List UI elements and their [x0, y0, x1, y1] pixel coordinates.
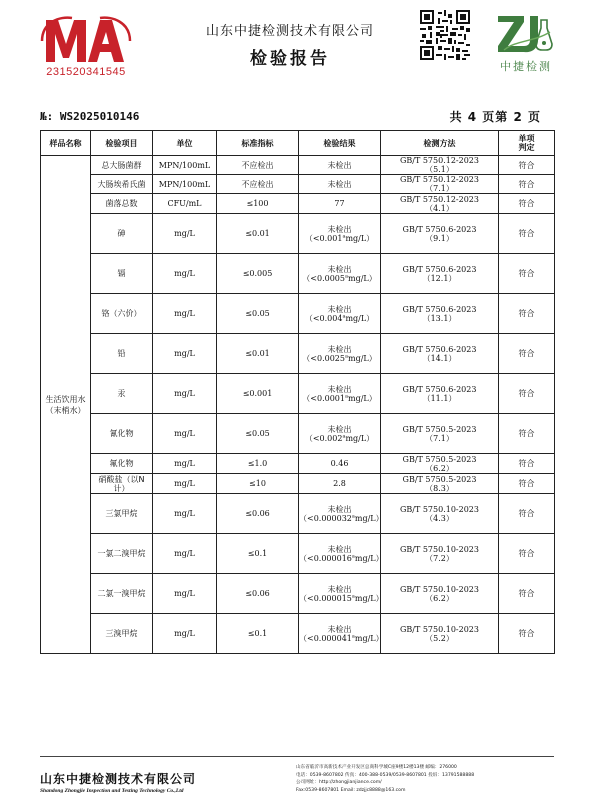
result-value: 未检出: [327, 624, 352, 634]
table-row: [41, 534, 555, 574]
footer-divider: [40, 756, 554, 757]
item-cell: 二氯一溴甲烷: [91, 574, 153, 614]
unit-cell: mg/L: [153, 614, 217, 654]
item-cell: 镉: [91, 254, 153, 294]
result-value: 未检出: [327, 224, 352, 234]
table-row: [41, 334, 555, 374]
limit-unit: mg/L）: [347, 393, 377, 403]
report-number: №: WS2025010146: [40, 110, 140, 123]
item-cell: 菌落总数: [91, 194, 153, 214]
cma-number: 231520341545: [46, 66, 126, 78]
col-item-header: 检验项目: [91, 131, 153, 156]
limit-value: （<0.000041: [299, 633, 352, 643]
limit-superscript: a: [345, 352, 348, 359]
limit-value: （<0.000016: [299, 553, 352, 563]
method-cell: GB/T 5750.10-2023 （5.2）: [381, 614, 499, 654]
result-value: 未检出: [327, 179, 352, 189]
result-detection-limit: [299, 434, 380, 443]
table-row: [41, 474, 555, 494]
item-cell: 三溴甲烷: [91, 614, 153, 654]
item-cell: 一氯二溴甲烷: [91, 534, 153, 574]
item-cell: 氰化物: [91, 414, 153, 454]
report-title: 检验报告: [250, 49, 330, 69]
method-cell: GB/T 5750.6-2023 （9.1）: [381, 214, 499, 254]
standard-cell: 不应检出: [217, 175, 299, 194]
result-value: 未检出: [327, 384, 352, 394]
unit-cell: mg/L: [153, 574, 217, 614]
judgement-cell: 符合: [499, 574, 555, 614]
results-table: [40, 130, 555, 654]
result-cell: [299, 254, 381, 294]
table-row: [41, 614, 555, 654]
item-cell: 铬（六价）: [91, 294, 153, 334]
judgement-cell: 符合: [499, 214, 555, 254]
standard-cell: ≤0.01: [217, 334, 299, 374]
limit-superscript: a: [351, 552, 355, 559]
method-cell: GB/T 5750.5-2023 （6.2）: [381, 454, 499, 474]
limit-value: （<0.004: [304, 313, 343, 323]
footer-address: 山东省临沂市高新技术产业开发区总商科学城C座9楼12楼13楼 邮编：276000: [296, 765, 457, 770]
standard-cell: ≤0.1: [217, 534, 299, 574]
result-detection-limit: [299, 354, 380, 363]
limit-value: （<0.002: [304, 433, 343, 443]
judgement-cell: 符合: [499, 454, 555, 474]
unit-cell: mg/L: [153, 214, 217, 254]
result-cell: [299, 294, 381, 334]
result-cell: [299, 374, 381, 414]
item-cell: 大肠埃希氏菌: [91, 175, 153, 194]
result-value: 0.46: [330, 459, 349, 468]
unit-cell: mg/L: [153, 494, 217, 534]
result-value: 未检出: [327, 304, 352, 314]
item-cell: 汞: [91, 374, 153, 414]
result-detection-limit: [299, 314, 380, 323]
judgement-cell: 符合: [499, 374, 555, 414]
judgement-cell: 符合: [499, 294, 555, 334]
standard-cell: ≤0.005: [217, 254, 299, 294]
result-cell: [299, 214, 381, 254]
col-result-header: 检验结果: [299, 131, 381, 156]
result-cell: [299, 614, 384, 654]
limit-value: （<0.0005: [302, 273, 345, 283]
result-value: 未检出: [327, 584, 352, 594]
table-header-row: [41, 131, 555, 156]
limit-value: （<0.0025: [302, 353, 345, 363]
standard-cell: ≤0.01: [217, 214, 299, 254]
table-row: [41, 414, 555, 454]
unit-cell: CFU/mL: [153, 194, 217, 214]
limit-unit: mg/L）: [354, 513, 384, 523]
limit-unit: mg/L）: [347, 273, 377, 283]
method-cell: GB/T 5750.12-2023 （7.1）: [381, 175, 499, 194]
footer-contact: [296, 764, 558, 794]
result-cell: [299, 454, 381, 474]
limit-superscript: a: [345, 392, 348, 399]
standard-cell: ≤0.06: [217, 574, 299, 614]
item-cell: 硝酸盐（以N 计）: [91, 474, 153, 494]
table-row: [41, 494, 555, 534]
result-cell: [299, 474, 381, 494]
judgement-cell: 符合: [499, 194, 555, 214]
method-cell: GB/T 5750.6-2023 （14.1）: [381, 334, 499, 374]
result-value: 2.8: [333, 479, 346, 488]
limit-unit: mg/L）: [354, 553, 384, 563]
judgement-cell: 符合: [499, 474, 555, 494]
limit-unit: mg/L）: [345, 233, 375, 243]
footer-fax-email[interactable]: Fax:0539-8607801 Email: zdzjjc8888@163.com: [296, 787, 406, 793]
item-cell: 铅: [91, 334, 153, 374]
limit-superscript: a: [342, 432, 346, 439]
limit-unit: mg/L）: [354, 633, 384, 643]
result-cell: [299, 494, 384, 534]
unit-cell: mg/L: [153, 294, 217, 334]
unit-cell: mg/L: [153, 534, 217, 574]
standard-cell: ≤0.06: [217, 494, 299, 534]
col-unit-header: 单位: [153, 131, 217, 156]
method-cell: GB/T 5750.10-2023 （6.2）: [381, 574, 499, 614]
result-value: 未检出: [327, 504, 352, 514]
limit-superscript: a: [351, 512, 355, 519]
result-value: 未检出: [327, 264, 352, 274]
footer-company-name-en: Shandong Zhongjie Inspection and Testing Technology Co.,Ltd: [40, 788, 184, 794]
limit-value: （<0.0001: [302, 393, 345, 403]
method-cell: GB/T 5750.10-2023 （7.2）: [381, 534, 499, 574]
limit-superscript: a: [351, 632, 355, 639]
footer-website[interactable]: 公司网址：http://zhongjianjiance.com/: [296, 780, 382, 785]
limit-unit: mg/L）: [347, 353, 377, 363]
col-sample-name-header: 样品名称: [41, 131, 91, 156]
result-cell: [299, 574, 384, 614]
unit-cell: mg/L: [153, 334, 217, 374]
col-method-header: 检测方法: [381, 131, 499, 156]
limit-superscript: a: [351, 592, 355, 599]
table-row: [41, 175, 555, 194]
standard-cell: ≤100: [217, 194, 299, 214]
limit-superscript: a: [342, 232, 346, 239]
limit-unit: mg/L）: [345, 433, 375, 443]
result-cell: [299, 156, 381, 175]
col-standard-header: 标准指标: [217, 131, 299, 156]
unit-cell: MPN/100mL: [153, 175, 217, 194]
limit-value: （<0.001: [304, 233, 343, 243]
result-detection-limit: [299, 234, 380, 243]
method-cell: GB/T 5750.6-2023 （11.1）: [381, 374, 499, 414]
unit-cell: mg/L: [153, 374, 217, 414]
sample-name-cell: 生活饮用水 （末梢水）: [41, 156, 91, 654]
result-cell: [299, 414, 381, 454]
result-cell: [299, 175, 381, 194]
table-row: [41, 294, 555, 334]
unit-cell: mg/L: [153, 454, 217, 474]
method-cell: GB/T 5750.10-2023 （4.3）: [381, 494, 499, 534]
item-cell: 砷: [91, 214, 153, 254]
table-row: [41, 254, 555, 294]
method-cell: GB/T 5750.12-2023 （5.1）: [381, 156, 499, 175]
standard-cell: ≤0.001: [217, 374, 299, 414]
item-cell: 三氯甲烷: [91, 494, 153, 534]
standard-cell: ≤0.05: [217, 414, 299, 454]
judgement-cell: 符合: [499, 414, 555, 454]
limit-value: （<0.000032: [299, 513, 352, 523]
judgement-cell: 符合: [499, 534, 555, 574]
standard-cell: ≤0.05: [217, 294, 299, 334]
method-cell: GB/T 5750.6-2023 （12.1）: [381, 254, 499, 294]
method-cell: GB/T 5750.5-2023 （7.1）: [381, 414, 499, 454]
result-cell: [299, 334, 381, 374]
unit-cell: MPN/100mL: [153, 156, 217, 175]
result-value: 未检出: [327, 160, 352, 170]
judgement-cell: 符合: [499, 494, 555, 534]
limit-value: （<0.000015: [299, 593, 352, 603]
result-detection-limit: [299, 552, 384, 563]
zj-logo-icon: [494, 10, 554, 56]
limit-superscript: a: [342, 312, 346, 319]
table-row: [41, 574, 555, 614]
unit-cell: mg/L: [153, 254, 217, 294]
result-detection-limit: [299, 632, 384, 643]
judgement-cell: 符合: [499, 334, 555, 374]
result-value: 77: [334, 199, 345, 208]
page-count: 共 4 页第 2 页: [449, 110, 541, 124]
item-cell: 氟化物: [91, 454, 153, 474]
footer-phone: 电话：0539-8607802 传真：400-388-0539/0539-8607801 投诉：13791588888: [296, 772, 475, 778]
footer-company-name: 山东中捷检测技术有限公司: [40, 772, 197, 786]
limit-superscript: a: [345, 272, 348, 279]
table-row: [41, 454, 555, 474]
table-row: [41, 374, 555, 414]
limit-unit: mg/L）: [345, 313, 375, 323]
result-value: 未检出: [327, 544, 352, 554]
brand-name: 中捷检测: [500, 60, 552, 73]
qr-code-icon: [420, 10, 470, 60]
standard-cell: ≤10: [217, 474, 299, 494]
unit-cell: mg/L: [153, 414, 217, 454]
standard-cell: ≤0.1: [217, 614, 299, 654]
table-row: [41, 214, 555, 254]
limit-unit: mg/L）: [354, 593, 384, 603]
item-cell: 总大肠菌群: [91, 156, 153, 175]
table-row: [41, 156, 555, 175]
result-detection-limit: [299, 592, 384, 603]
judgement-cell: 符合: [499, 254, 555, 294]
result-value: 未检出: [327, 344, 352, 354]
judgement-cell: 符合: [499, 614, 555, 654]
result-detection-limit: [299, 394, 380, 403]
unit-cell: mg/L: [153, 474, 217, 494]
method-cell: GB/T 5750.6-2023 （13.1）: [381, 294, 499, 334]
method-cell: GB/T 5750.5-2023 （8.3）: [381, 474, 499, 494]
result-detection-limit: [299, 512, 384, 523]
cma-logo-icon: [38, 14, 134, 66]
method-cell: GB/T 5750.12-2023 （4.1）: [381, 194, 499, 214]
result-cell: [299, 534, 384, 574]
result-detection-limit: [299, 274, 380, 283]
result-cell: [299, 194, 381, 214]
standard-cell: 不应检出: [217, 156, 299, 175]
result-value: 未检出: [327, 424, 352, 434]
col-judgement-header: 单项 判定: [499, 131, 555, 156]
judgement-cell: 符合: [499, 156, 555, 175]
table-row: [41, 194, 555, 214]
judgement-cell: 符合: [499, 175, 555, 194]
standard-cell: ≤1.0: [217, 454, 299, 474]
company-name: 山东中捷检测技术有限公司: [205, 24, 374, 39]
